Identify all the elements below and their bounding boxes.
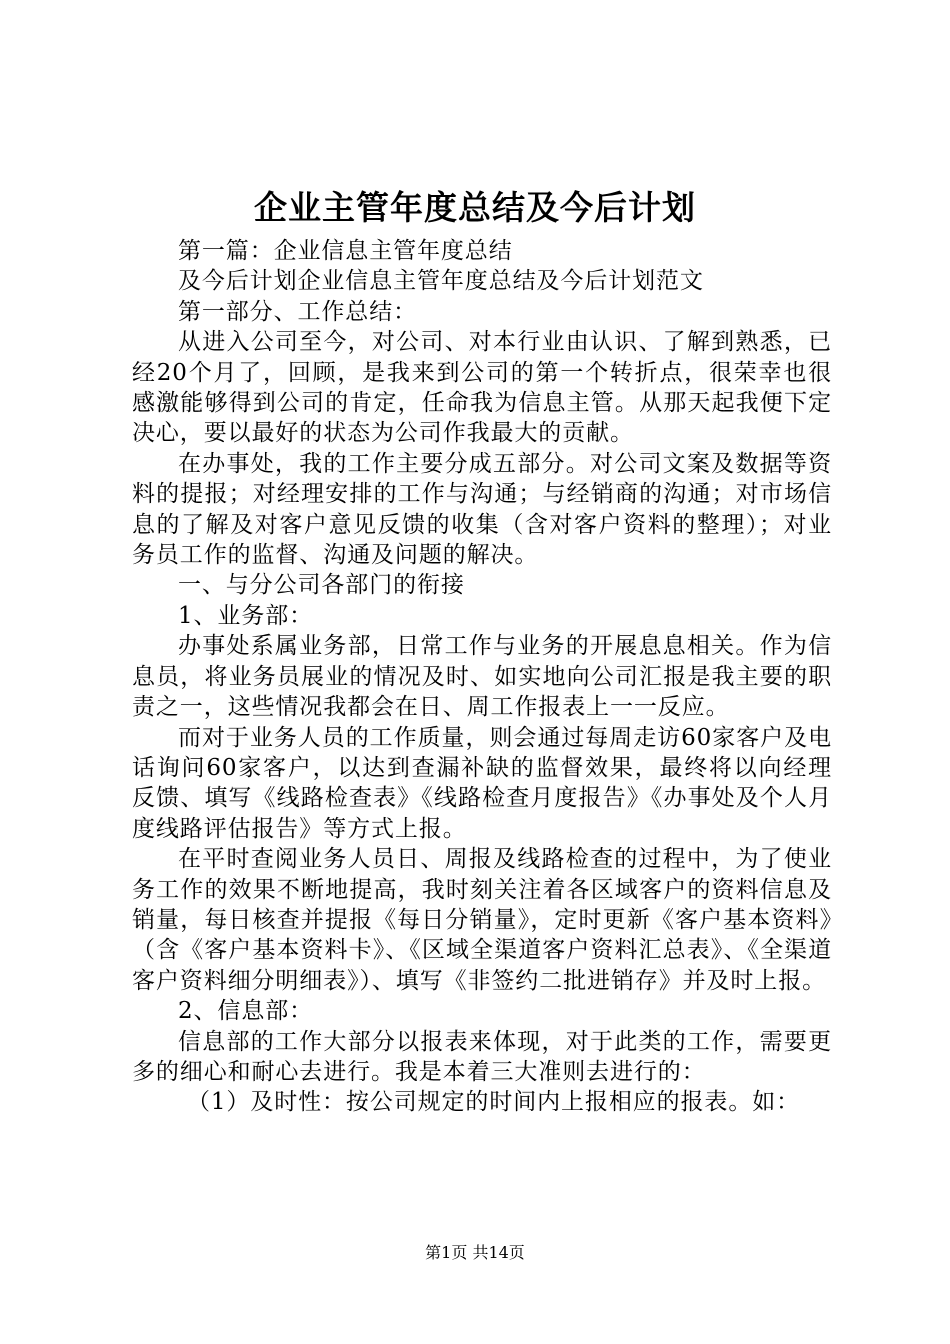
paragraph: 而对于业务人员的工作质量，则会通过每周走访60家客户及电话询问60家客户，以达到查漏补缺的监督效果，最终将以向经理反馈、填写《线路检查表》《线路检查月度报告》《办事处及个人月度线路评估报告》等方式上报。 [132,724,832,842]
paragraph: 第一部分、工作总结： [178,298,417,325]
paragraph: 及今后计划企业信息主管年度总结及今后计划范文 [178,268,704,295]
paragraph: 信息部的工作大部分以报表来体现，对于此类的工作，需要更多的细心和耐心去进行。我是本着三大准则去进行的： [132,1028,832,1085]
document-body [132,236,832,1118]
list-item: （1）及时性：按公司规定的时间内上报相应的报表。如： [187,1089,801,1116]
page-number-footer: 第1页 共14页 [425,1243,525,1262]
paragraph: 在平时查阅业务人员日、周报及线路检查的过程中，为了使业务工作的效果不断地提高，我时刻关注着各区域客户的资料信息及销量，每日核查并提报《每日分销量》，定时更新《客户基本资料》（含《客户基本资料卡》、《区域全渠道客户资料汇总表》、《全渠道客户资料细分明细表》）、填写《非签约二批进销存》并及时上报。 [132,846,832,994]
document-title: 企业主管年度总结及今后计划 [254,188,696,227]
section-heading: 一、与分公司各部门的衔接 [178,572,465,599]
paragraph: 从进入公司至今，对公司、对本行业由认识、了解到熟悉，已经20个月了，回顾，是我来到公司的第一个转折点，很荣幸也很感激能够得到公司的肯定，任命我为信息主管。从那天起我便下定决心，要以最好的状态为公司作我最大的贡献。 [132,329,832,447]
paragraph: 办事处系属业务部，日常工作与业务的开展息息相关。作为信息员，将业务员展业的情况及时、如实地向公司汇报是我主要的职责之一，这些情况我都会在日、周工作报表上一一反应。 [132,633,832,721]
paragraph: 在办事处，我的工作主要分成五部分。对公司文案及数据等资料的提报；对经理安排的工作与沟通；与经销商的沟通；对市场信息的了解及对客户意见反馈的收集（含对客户资料的整理）；对业务员工作的监督、沟通及问题的解决。 [132,450,832,569]
paragraph: 第一篇：企业信息主管年度总结 [178,238,513,264]
subsection-heading: 1、业务部： [178,602,314,629]
subsection-heading: 2、信息部： [178,998,314,1025]
